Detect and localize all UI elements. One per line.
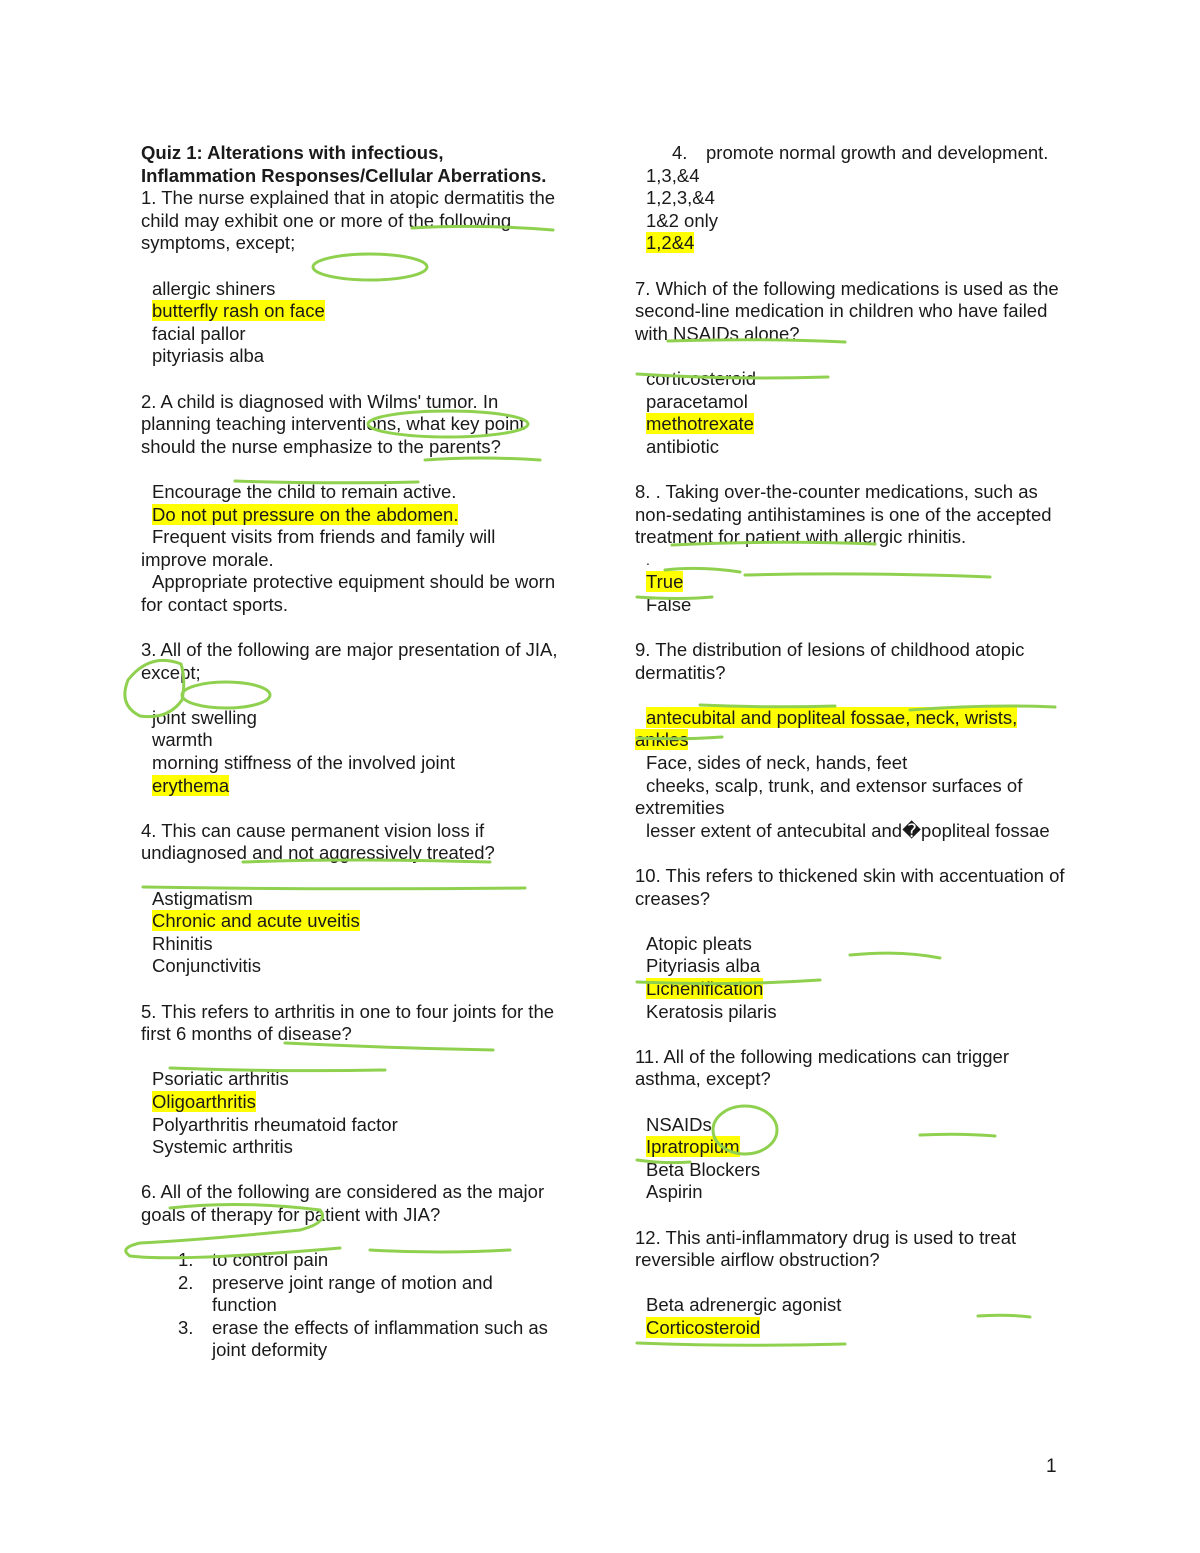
q9-option-b: Face, sides of neck, hands, feet — [646, 752, 908, 774]
q8-option-a-answer: True — [646, 571, 684, 593]
question-10-text: 10. This refers to thickened skin with accentuation of creases? — [635, 865, 1065, 909]
q9-option-a-answer: antecubital and popliteal fossae, neck, wrists, ankles — [635, 706, 1018, 751]
q7-option-a: corticosteroid — [646, 367, 757, 389]
q1-option-b-answer: butterfly rash on face — [152, 300, 325, 322]
q6-goal-item: 1. to control pain — [178, 1249, 329, 1271]
q12-option-a: Beta adrenergic agonist — [646, 1294, 842, 1316]
q2-option-d: Appropriate protective equipment should be worn for contact sports. — [141, 571, 556, 615]
q11-option-d: Aspirin — [646, 1181, 703, 1203]
q6-option-a: 1,3,&4 — [646, 164, 700, 186]
q9-option-c: cheeks, scalp, trunk, and extensor surfaces of extremities — [635, 774, 1023, 819]
q7-option-b: paracetamol — [646, 390, 748, 412]
q4-option-c: Rhinitis — [152, 932, 213, 954]
q7-option-d: antibiotic — [646, 435, 720, 457]
q3-option-a: joint swelling — [152, 706, 257, 728]
question-4-text: 4. This can cause permanent vision loss if undiagnosed and not aggressively treated? — [141, 819, 495, 864]
q5-option-b-answer: Oligoarthritis — [152, 1090, 256, 1112]
q4-option-b-answer: Chronic and acute uveitis — [152, 910, 360, 932]
question-6-text: 6. All of the following are considered as the major goals of therapy for patient with JIA? — [141, 1181, 545, 1225]
q6-goal-item: 4. promote normal growth and development. — [672, 142, 1049, 163]
q5-option-c: Polyarthritis rheumatoid factor — [152, 1113, 398, 1135]
quiz-title: Quiz 1: Alterations with infectious, Inflammation Responses/Cellular Aberrations. — [141, 142, 547, 186]
q4-option-d: Conjunctivitis — [152, 955, 261, 977]
q2-option-c: Frequent visits from friends and family will improve morale. — [141, 526, 496, 570]
question-9-text: 9. The distribution of lesions of childhood atopic dermatitis? — [635, 639, 1025, 683]
q3-option-d-answer: erythema — [152, 774, 230, 796]
question-5-text: 5. This refers to arthritis in one to four joints for the first 6 months of disease? — [141, 1000, 555, 1045]
q2-option-b-answer: Do not put pressure on the abdomen. — [152, 503, 459, 525]
left-column — [141, 142, 561, 1362]
q6-goal-list-continued — [635, 142, 1065, 165]
q12-option-b-answer: Corticosteroid — [646, 1316, 761, 1338]
page-number: 1 — [1046, 1456, 1057, 1477]
q8-dot: . — [646, 551, 650, 568]
question-11-text: 11. All of the following medications can trigger asthma, except? — [635, 1045, 1009, 1090]
q10-option-c-answer: Lichenification — [646, 977, 764, 999]
q6-option-c: 1&2 only — [646, 209, 718, 231]
q7-option-c-answer: methotrexate — [646, 413, 754, 435]
question-3-text: 3. All of the following are major presentation of JIA, except; — [141, 639, 558, 683]
q1-option-c: facial pallor — [152, 322, 246, 344]
question-2-text: 2. A child is diagnosed with Wilms' tumor. In planning teaching interventions, what key point should the nurse emphasize to the parents? — [141, 390, 525, 457]
q1-option-a: allergic shiners — [152, 277, 276, 299]
q9-option-d: lesser extent of antecubital and�popliteal fossae — [646, 819, 1050, 841]
q5-option-a: Psoriatic arthritis — [152, 1068, 289, 1090]
question-12-text: 12. This anti-inflammatory drug is used to treat reversible airflow obstruction? — [635, 1226, 1017, 1271]
q8-option-b: False — [646, 593, 692, 615]
q6-option-b: 1,2,3,&4 — [646, 187, 715, 209]
q3-option-b: warmth — [152, 729, 213, 751]
question-7-text: 7. Which of the following medications is used as the second-line medication in children who have failed with NSAIDs alone? — [635, 277, 1059, 344]
q2-option-a: Encourage the child to remain active. — [152, 480, 457, 502]
q11-option-a: NSAIDs — [646, 1113, 712, 1135]
q10-option-d: Keratosis pilaris — [646, 1000, 777, 1022]
q5-option-d: Systemic arthritis — [152, 1136, 293, 1158]
q10-option-b: Pityriasis alba — [646, 955, 761, 977]
q6-goal-item: 3. erase the effects of inflammation such as joint deformity — [178, 1316, 548, 1361]
q6-option-d-answer: 1,2&4 — [646, 232, 695, 254]
right-column — [635, 142, 1065, 1339]
question-1-text: 1. The nurse explained that in atopic dermatitis the child may exhibit one or more of the following symptoms, except; — [141, 187, 556, 254]
q1-option-d: pityriasis alba — [152, 345, 265, 367]
q3-option-c: morning stiffness of the involved joint — [152, 752, 456, 774]
q11-option-b-answer: Ipratropium — [646, 1136, 740, 1158]
q4-option-a: Astigmatism — [152, 887, 253, 909]
q10-option-a: Atopic pleats — [646, 932, 752, 954]
q6-goal-list — [141, 1249, 561, 1362]
q6-goal-item: 2. preserve joint range of motion and function — [178, 1271, 493, 1316]
q11-option-c: Beta Blockers — [646, 1158, 761, 1180]
question-8-text: 8. . Taking over-the-counter medications, such as non-sedating antihistamines is one of the accepted treatment for patient with allergic rhinitis. — [635, 480, 1052, 548]
underline-mark — [637, 1343, 845, 1345]
